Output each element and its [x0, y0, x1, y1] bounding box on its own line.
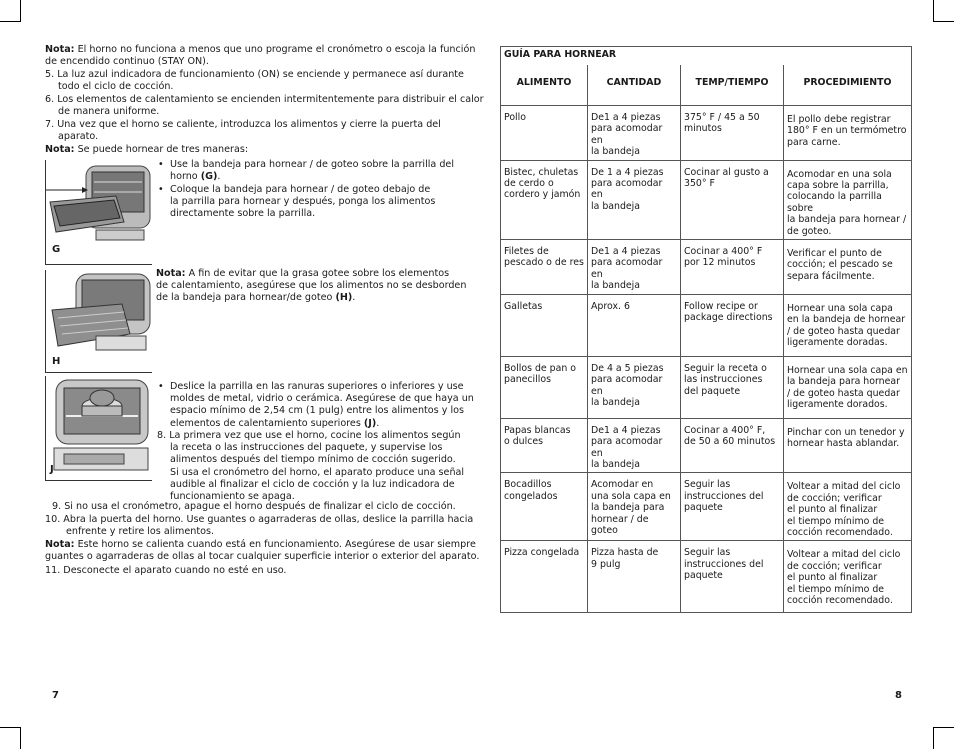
nota-timer: Nota: El horno no funciona a menos que uno programe el cronómetro o escoja la función de encendido continuo (STAY ON). [45, 44, 476, 68]
step-6: 6. Los elementos de calentamiento se encienden intermitentemente para distribuir el calor de manera uniforme. [45, 94, 484, 118]
table-cell: Seguir las instrucciones del paquete [681, 473, 784, 541]
page-number-left: 7 [52, 690, 59, 701]
table-cell: Seguir las instrucciones del paquete [681, 541, 784, 613]
figure-label: H [52, 356, 61, 367]
table-row [501, 356, 912, 418]
bullet-icon: • [158, 381, 164, 392]
column-header: ALIMENTO [501, 65, 588, 106]
table-cell: Pizza congelada [501, 541, 588, 613]
table-row [501, 418, 912, 473]
step-9: 9. Si no usa el cronómetro, apague el horno después de finalizar el ciclo de cocción. [52, 501, 456, 512]
table-header-row [501, 65, 912, 106]
table-cell: Follow recipe or package directions [681, 294, 784, 356]
table-cell: Pollo [501, 106, 588, 161]
oven-tray-illustration [46, 270, 152, 372]
table-cell: Bocadillos congelados [501, 473, 588, 541]
table-row [501, 106, 912, 161]
table-cell: Voltear a mitad del ciclo de cocción; verificar el punto al finalizar el tiempo mínimo de cocción recomendado. [784, 473, 912, 541]
table-cell: Papas blancas o dulces [501, 418, 588, 473]
column-header: PROCEDIMIENTO [784, 65, 912, 106]
table-cell: De 4 a 5 piezas para acomodar en la bandeja [588, 356, 681, 418]
nota-three-ways: Nota: Se puede hornear de tres maneras: [45, 144, 249, 155]
table-cell: De 1 a 4 piezas para acomodar en la bandeja [588, 160, 681, 239]
step-5: 5. La luz azul indicadora de funcionamiento (ON) se enciende y permanece así durante todo el ciclo de cocción. [45, 69, 464, 93]
table-row [501, 240, 912, 295]
bullet-tray-under-rack: Coloque la bandeja para hornear / de goteo debajo de la parrilla para hornear y después, ponga los alimentos directamente sobre la parrilla. [170, 184, 436, 220]
table-cell: Cocinar al gusto a 350° F [681, 160, 784, 239]
step-7: 7. Una vez que el horno se caliente, introduzca los alimentos y cierre la puerta del aparato. [45, 119, 441, 143]
bullet-rack-slots: Deslice la parrilla en las ranuras superiores o inferiores y use moldes de metal, vidrio o cerámica. Asegúrese de que haya un espacio mínimo de 2,54 cm (1 pulg) entre los alimentos y los elementos de calentamiento superiores (J). [170, 381, 474, 429]
table-cell: Pinchar con un tenedor y hornear hasta ablandar. [784, 418, 912, 473]
baking-guide-table [500, 46, 912, 613]
step-8: 8. La primera vez que use el horno, cocine los alimentos según la receta o las instrucciones del paquete, y supervise los alimentos después del tiempo mínimo de cocción sugerido. Si usa el cronómetro del horno, el aparato produce una señal audible al finalizar el ciclo de cocción y la luz indicadora de funcionamiento se apaga. [157, 430, 465, 503]
table-row [501, 473, 912, 541]
table-cell: Hornear una sola capa en la bandeja para hornear / de goteo hasta quedar ligeramente dorados. [784, 356, 912, 418]
step-10: 10. Abra la puerta del horno. Use guantes o agarraderas de ollas, deslice la parrilla hacia enfrente y retire los alimentos. [45, 514, 474, 538]
figure-h [45, 270, 152, 373]
figure-g [45, 160, 152, 265]
column-header: TEMP/TIEMPO [681, 65, 784, 106]
crop-mark [934, 727, 954, 728]
table-cell: Pizza hasta de 9 pulg [588, 541, 681, 613]
table-cell: El pollo debe registrar 180° F en un termómetro para carne. [784, 106, 912, 161]
table-cell: Seguir la receta o las instrucciones del paquete [681, 356, 784, 418]
oven-tray-illustration [46, 160, 152, 264]
table-cell: Cocinar a 400° F por 12 minutos [681, 240, 784, 295]
table-cell: Galletas [501, 294, 588, 356]
table-cell: Aprox. 6 [588, 294, 681, 356]
bullet-icon: • [158, 184, 164, 195]
table-cell: Acomodar en una sola capa sobre la parrilla, colocando la parrilla sobre la bandeja para hornear / de goteo. [784, 160, 912, 239]
table-cell: Filetes de pescado o de res [501, 240, 588, 295]
figure-j [45, 376, 152, 481]
table-row [501, 294, 912, 356]
page-number-right: 8 [895, 690, 902, 701]
nota-grease: Nota: A fin de evitar que la grasa gotee sobre los elementos de calentamiento, asegúrese que los alimentos no se desborden de la bandeja para hornear/de goteo (H). [156, 268, 467, 304]
table-cell: Hornear una sola capa en la bandeja de hornear / de goteo hasta quedar ligeramente doradas. [784, 294, 912, 356]
figure-label: J [50, 464, 54, 475]
crop-mark [20, 727, 21, 749]
step-11: 11. Desconecte el aparato cuando no esté en uso. [45, 565, 287, 576]
table-cell: Cocinar a 400° F, de 50 a 60 minutos [681, 418, 784, 473]
crop-mark [933, 727, 934, 749]
table-title: GUÍA PARA HORNEAR [501, 47, 912, 66]
bullet-icon: • [158, 159, 164, 170]
nota-hot: Nota: Este horno se calienta cuando está en funcionamiento. Asegúrese de usar siempre guantes o agarraderas de ollas al tocar cualquier superficie interior o exterior del aparato. [45, 539, 480, 563]
table-cell: De1 a 4 piezas para acomodar en la bandeja [588, 240, 681, 295]
crop-mark [20, 0, 21, 22]
crop-mark [933, 0, 934, 22]
crop-mark [0, 21, 20, 22]
table-row [501, 541, 912, 613]
table-cell: Acomodar en una sola capa en la bandeja para hornear / de goteo [588, 473, 681, 541]
table-row [501, 160, 912, 239]
table-cell: 375° F / 45 a 50 minutos [681, 106, 784, 161]
table-cell: Voltear a mitad del ciclo de cocción; verificar el punto al finalizar el tiempo mínimo de cocción recomendado. [784, 541, 912, 613]
table-cell: Verificar el punto de cocción; el pescado se separa fácilmente. [784, 240, 912, 295]
crop-mark [934, 21, 954, 22]
column-header: CANTIDAD [588, 65, 681, 106]
table-cell: De1 a 4 piezas para acomodar en la bandeja [588, 106, 681, 161]
crop-mark [0, 727, 20, 728]
figure-label: G [52, 244, 61, 255]
table-cell: Bistec, chuletas de cerdo o cordero y jamón [501, 160, 588, 239]
oven-dish-illustration [46, 376, 152, 480]
table-cell: Bollos de pan o panecillos [501, 356, 588, 418]
bullet-tray-on-rack: Use la bandeja para hornear / de goteo sobre la parrilla del horno (G). [170, 159, 454, 183]
table-cell: De1 a 4 piezas para acomodar en la bandeja [588, 418, 681, 473]
